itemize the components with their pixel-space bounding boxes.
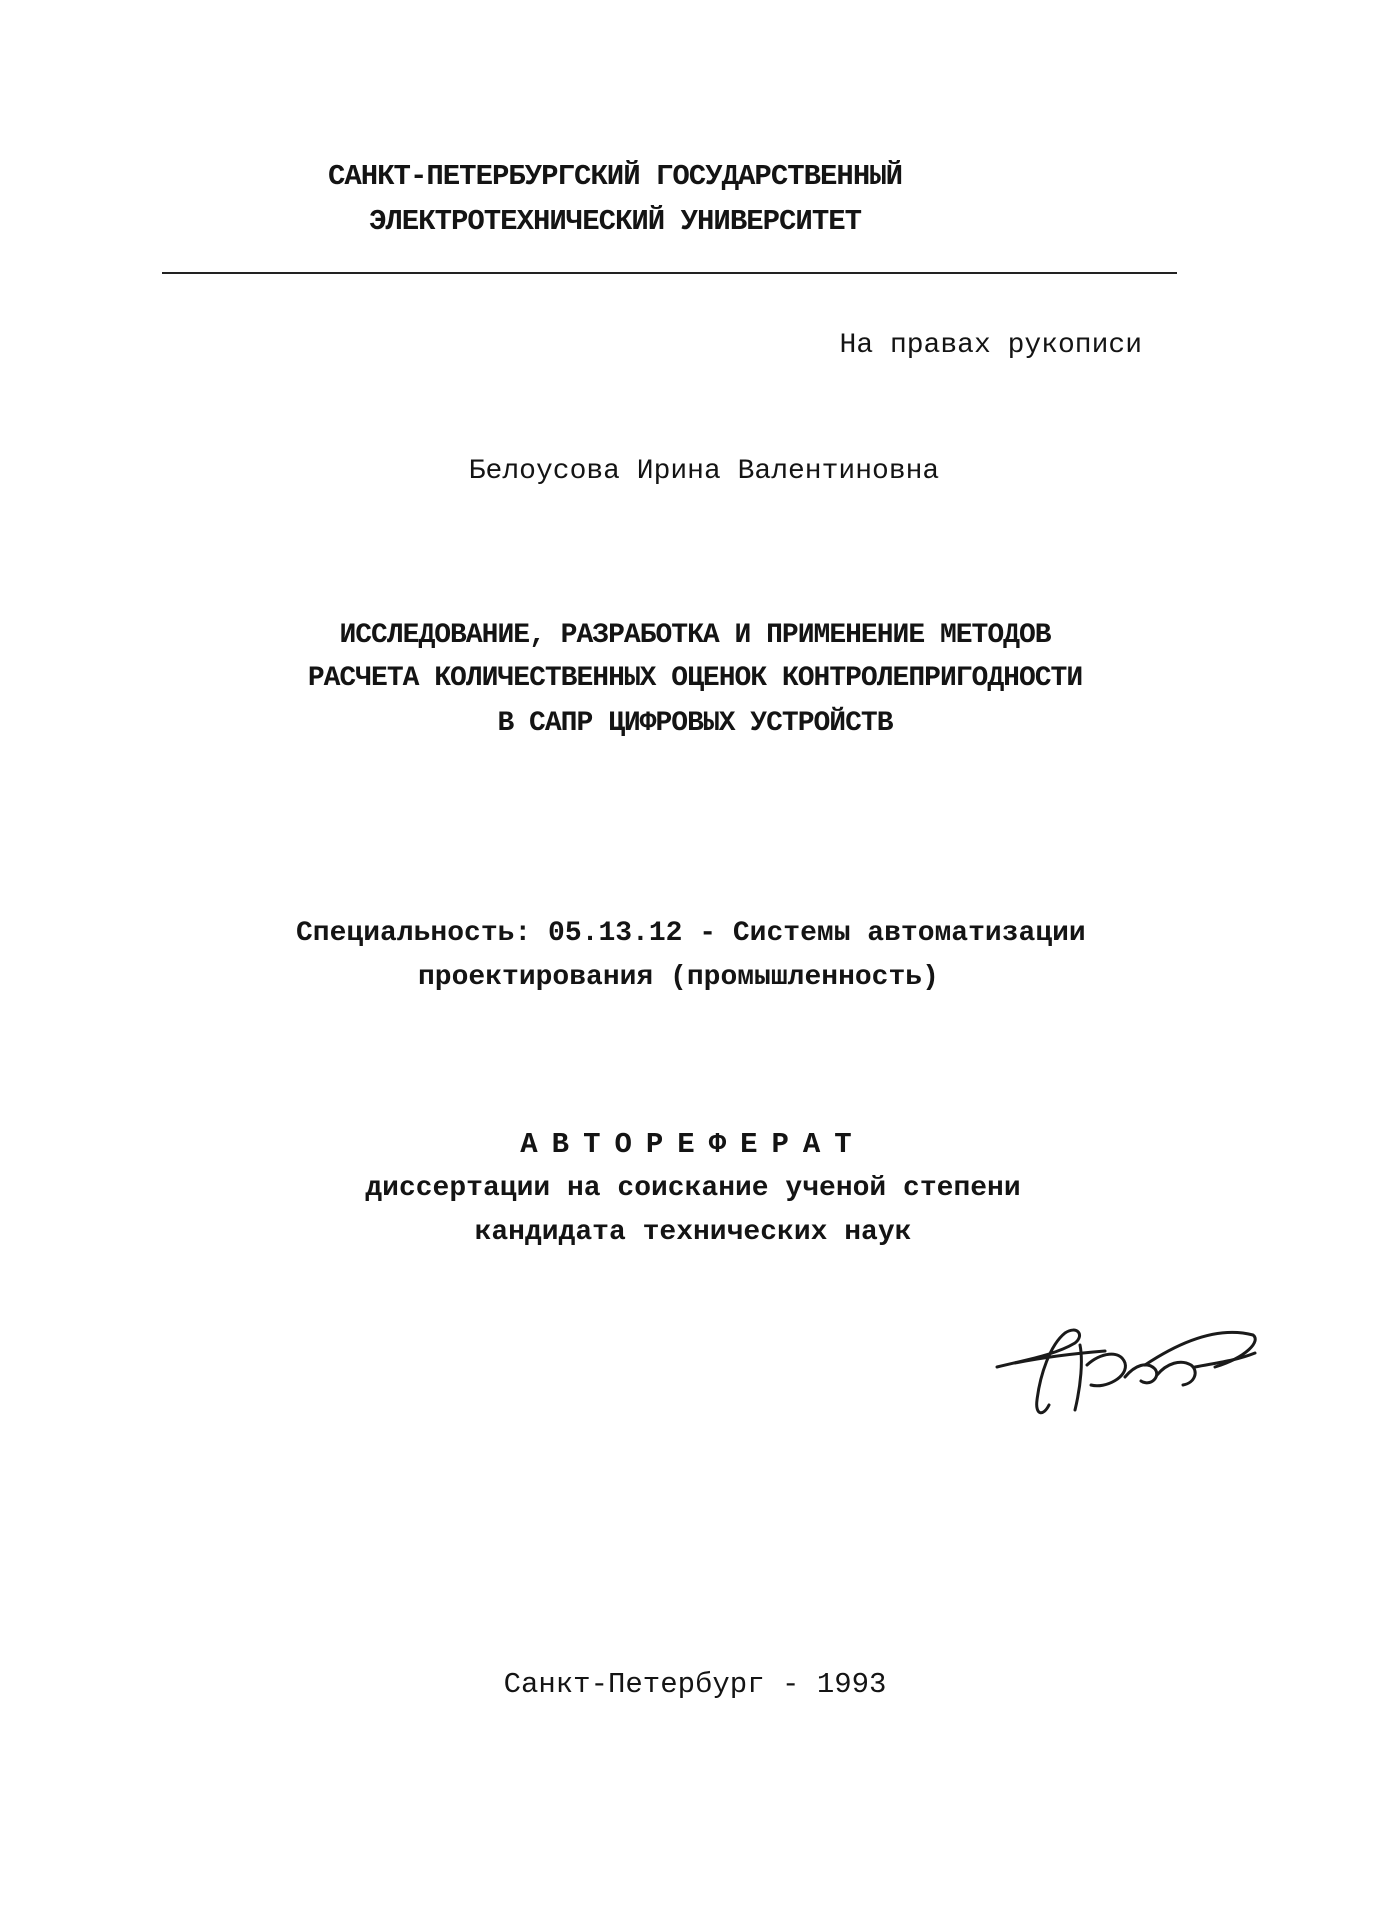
abstract-description-line1: диссертации на соискание ученой степени <box>365 1173 1021 1204</box>
dissertation-title-line1: ИССЛЕДОВАНИЕ, РАЗРАБОТКА И ПРИМЕНЕНИЕ МЕТОДОВ <box>339 620 1051 651</box>
dissertation-title-line2: РАСЧЕТА КОЛИЧЕСТВЕННЫХ ОЦЕНОК КОНТРОЛЕПРИГОДНОСТИ <box>307 663 1083 694</box>
specialty-line2: проектирования (промышленность) <box>418 962 939 993</box>
handwritten-signature-icon <box>985 1305 1265 1430</box>
university-name-line2: ЭЛЕКТРОТЕХНИЧЕСКИЙ УНИВЕРСИТЕТ <box>368 205 862 238</box>
abstract-heading: АВТОРЕФЕРАТ <box>520 1128 866 1161</box>
university-name-line1: САНКТ-ПЕТЕРБУРГСКИЙ ГОСУДАРСТВЕННЫЙ <box>327 160 903 193</box>
header-divider <box>162 272 1177 274</box>
city-year: Санкт-Петербург - 1993 <box>503 1668 887 1701</box>
dissertation-title-line3: В САПР ЦИФРОВЫХ УСТРОЙСТВ <box>497 708 893 739</box>
rights-notice: На правах рукописи <box>839 330 1142 361</box>
specialty-line1: Специальность: 05.13.12 - Системы автоматизации <box>296 918 1086 949</box>
abstract-description-line2: кандидата технических наук <box>474 1217 912 1248</box>
author-name: Белоусова Ирина Валентиновна <box>468 456 940 487</box>
